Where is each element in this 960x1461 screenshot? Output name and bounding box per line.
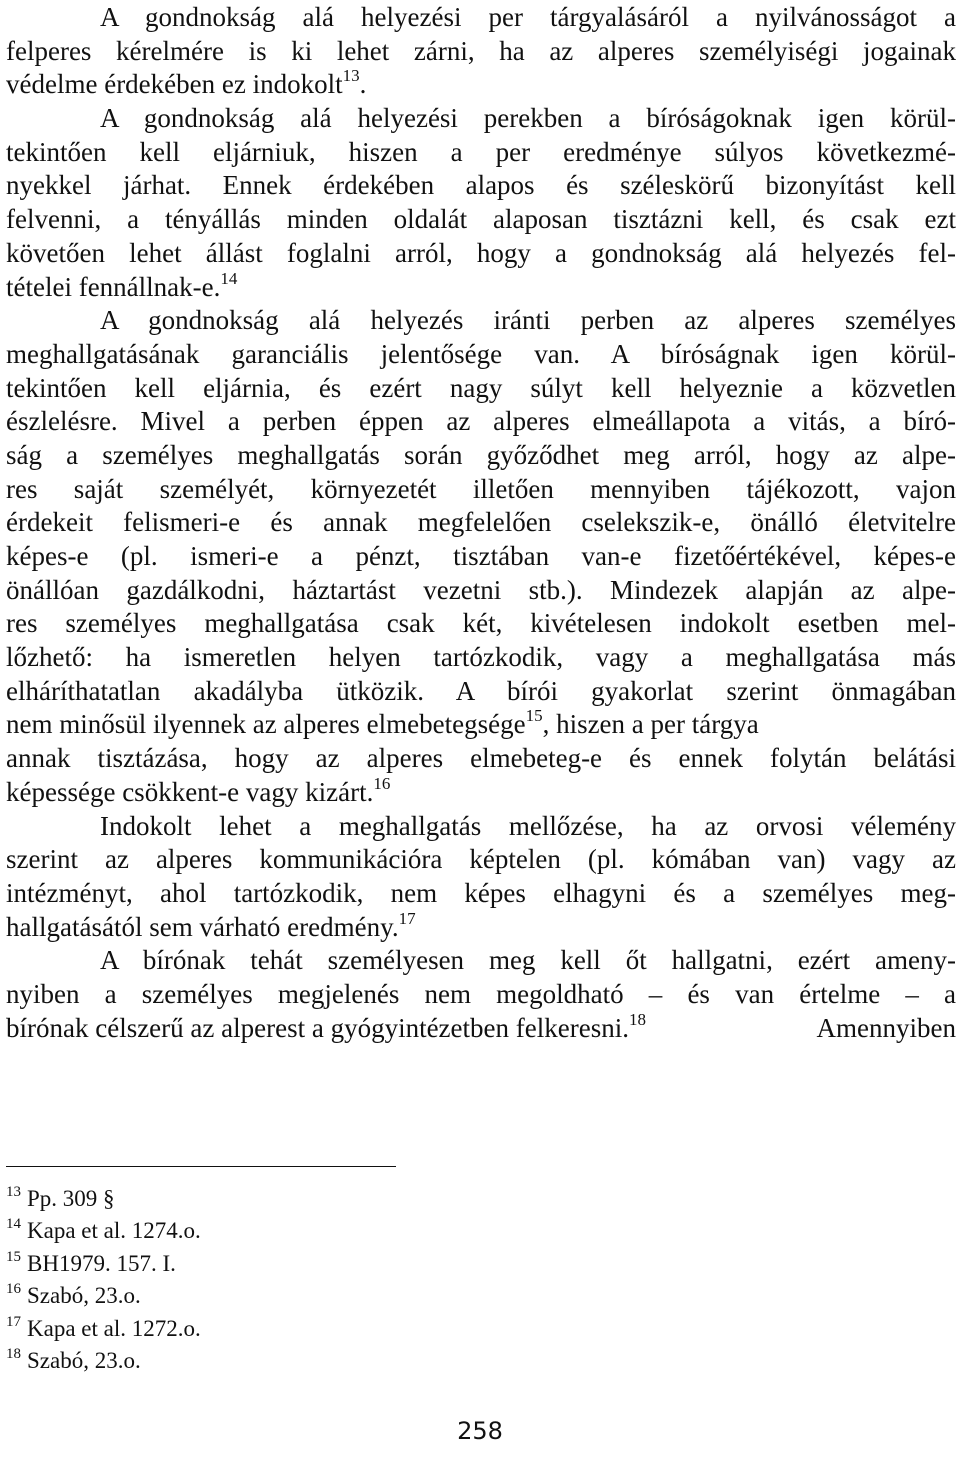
footnote-ref[interactable]: 14 (220, 268, 238, 288)
footnote-ref[interactable]: 18 (628, 1009, 646, 1029)
text-span: bírónak célszerű az alperest a gyógyintézetben felkeresni. (6, 1012, 629, 1043)
text-line: ság a személyes meghallgatás során győződhet meg arról, hogy az alpe- (6, 439, 956, 470)
text-line: A gondnokság alá helyezési perekben a bíróságoknak igen körül- (100, 103, 956, 134)
footnote-item (6, 1215, 606, 1247)
text-line (6, 1009, 956, 1046)
footnote-number: 15 (6, 1248, 21, 1265)
text-span-group (6, 708, 759, 742)
text-span: védelme érdekében ez indokolt (6, 69, 343, 100)
text-line: felperes kérelmére is ki lehet zárni, ha az alperes személyiségi jogainak (6, 35, 956, 66)
footnote-number: 17 (6, 1313, 21, 1330)
text-line: követően lehet állást foglalni arról, hogy a gondnokság alá helyezés fel- (6, 237, 956, 268)
footnote-item (6, 1183, 606, 1215)
text-line: A gondnokság alá helyezési per tárgyalásáról a nyilvánosságot a (100, 2, 956, 32)
text-span: hallgatásától sem várható eredmény. (6, 911, 399, 942)
text-span: képessége csökkent-e vagy kizárt. (6, 776, 374, 807)
footnote-number: 14 (6, 1216, 21, 1233)
footnote-number: 18 (6, 1345, 21, 1362)
footnote-text: Szabó, 23.o. (27, 1347, 141, 1373)
text-line: elháríthatatlan akadályba ütközik. A bírói gyakorlat szerint önmagában (6, 675, 956, 706)
text-line: annak tisztázása, hogy az alperes elmebeteg-e és ennek folytán belátási (6, 743, 956, 774)
footnote-number: 16 (6, 1281, 21, 1298)
text-line: tekintően kell eljárniuk, hiszen a per eredménye súlyos következmé- (6, 136, 956, 167)
text-line: A bírónak tehát személyesen meg kell őt hallgatni, ezért ameny- (100, 945, 956, 976)
text-line: A gondnokság alá helyezés iránti perben az alperes személyes (100, 305, 956, 336)
text-line: tekintően kell eljárnia, és ezért nagy súlyt kell helyeznie a közvetlen (6, 372, 956, 403)
page-number: 258 (457, 1417, 503, 1445)
text-line: nyekkel járhat. Ennek érdekében alapos és széleskörű bizonyítást kell (6, 170, 956, 201)
footnote-item (6, 1313, 606, 1345)
footnote-item (6, 1280, 606, 1312)
text-span: nem minősül ilyennek az alperes elmebetegsége (6, 709, 526, 740)
text-line: felvenni, a tényállás minden oldalát alaposan tisztázni kell, és csak ezt (6, 204, 956, 235)
text-line: érdekeit felismeri-e és annak megfelelően cselekszik-e, önálló életvitelre (6, 507, 956, 538)
text-line: Indokolt lehet a meghallgatás mellőzése, ha az orvosi vélemény (100, 810, 956, 841)
text-line (6, 773, 956, 810)
text-span: Amennyiben (816, 1012, 956, 1043)
footnote-text: Kapa et al. 1274.o. (27, 1218, 201, 1244)
footnote-text: BH1979. 157. I. (27, 1250, 176, 1276)
text-span: tételei fennállnak-e. (6, 271, 221, 302)
text-line: lőzhető: ha ismeretlen helyen tartózkodik, vagy a meghallgatása más (6, 642, 956, 673)
text-line: res személyes meghallgatása csak két, kivételesen indokolt esetben mel- (6, 608, 956, 639)
punctuation: . (359, 69, 367, 100)
footnote-ref[interactable]: 13 (342, 66, 360, 86)
text-line: észlelésre. Mivel a perben éppen az alperes elmeállapota a vitás, a bíró- (6, 406, 956, 437)
text-line: önállóan gazdálkodni, háztartást vezetni stb.). Mindezek alapján az alpe- (6, 574, 956, 605)
text-line (6, 68, 956, 102)
footnote-item (6, 1345, 606, 1377)
text-line: res saját személyét, környezetét illetően mennyiben tájékozott, vajon (6, 473, 956, 504)
footnote-text: Kapa et al. 1272.o. (27, 1315, 201, 1341)
text-line (6, 708, 956, 742)
footnote-ref[interactable]: 15 (525, 706, 543, 726)
footnote-number: 13 (6, 1184, 21, 1200)
text-line: intézményt, ahol tartózkodik, nem képes elhagyni és a személyes meg- (6, 877, 956, 908)
text-span-group (6, 1009, 646, 1046)
footnote-text: Szabó, 23.o. (27, 1283, 141, 1309)
footnote-text: Pp. 309 § (27, 1186, 115, 1211)
text-line (6, 908, 956, 945)
main-text (6, 1, 956, 1045)
text-line: szerint az alperes kommunikációra képtelen (pl. kómában van) vagy az (6, 844, 956, 875)
footnote-item (6, 1248, 606, 1280)
text-line: meghallgatásának garanciális jelentősége van. A bíróságnak igen körül- (6, 338, 956, 369)
text-line: képes-e (pl. ismeri-e a pénzt, tisztában van-e fizetőértékével, képes-e (6, 541, 956, 571)
footnote-ref[interactable]: 17 (398, 908, 416, 928)
text-span: , hiszen a per tárgya (542, 709, 759, 740)
footnote-ref[interactable]: 16 (373, 773, 391, 793)
footnotes (6, 1183, 606, 1377)
text-line: nyiben a személyes megjelenés nem megoldható – és van értelme – a (6, 978, 956, 1009)
text-line (6, 268, 956, 305)
footnote-separator (6, 1166, 396, 1167)
